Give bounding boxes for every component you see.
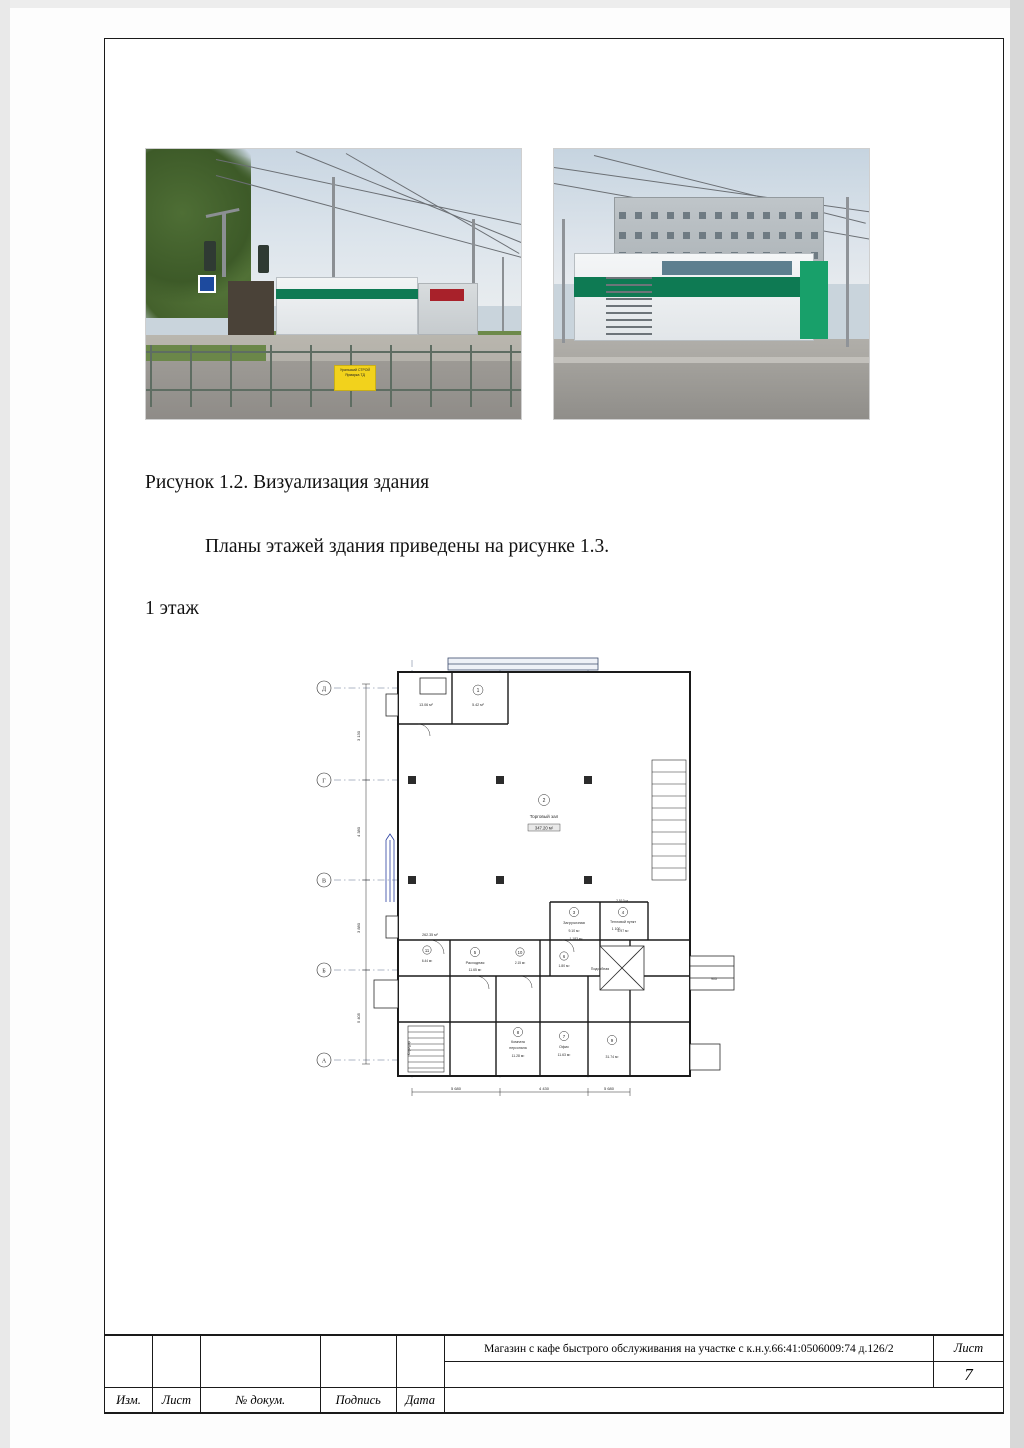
room-name-8b: персонала	[509, 1046, 527, 1050]
photo-row	[145, 148, 870, 420]
traffic-light-icon	[204, 241, 216, 271]
project-title: Магазин с кафе быстрого обслуживания на участке с к.н.у.66:41:0506009:74 д.126/2	[444, 1336, 933, 1362]
note-905: 905	[711, 977, 717, 981]
dim-vertical-4: 5 405	[356, 1012, 361, 1024]
utility-pole-icon	[846, 197, 849, 347]
room-number-8: 8	[516, 1030, 520, 1035]
dim-horizontal-3: 5 680	[603, 1086, 615, 1091]
column-list: Лист	[152, 1388, 200, 1414]
room-name-8: Комната	[511, 1040, 525, 1044]
room-name-3: Загрузочная	[563, 921, 585, 925]
axis-label-d: Д	[321, 686, 327, 693]
photo-road	[554, 363, 869, 420]
room-area-12: 13.06 м²	[419, 703, 433, 707]
room-number-4: 4	[621, 910, 625, 915]
room-area-4: 5.97 м²	[617, 929, 629, 933]
room-area-2: 347.20 м²	[534, 825, 554, 831]
dim-horizontal-1: 5 680	[450, 1086, 462, 1091]
note-2510: 2 510 м	[616, 899, 628, 903]
dim-vertical-1: 3 130	[356, 730, 361, 742]
utility-pole-icon	[562, 219, 565, 343]
dim-horizontal-2: 4 430	[538, 1086, 550, 1091]
photo-store-green-facade-band	[276, 289, 418, 299]
photo-green-banner	[800, 261, 828, 339]
photo-adjacent-building	[228, 281, 274, 337]
photo-store-glazing	[662, 261, 792, 275]
room-number-11: 11	[424, 948, 430, 953]
photo-external-stairs	[606, 277, 652, 339]
room-area-1: 5.42 м²	[472, 703, 484, 707]
room-number-10: 10	[517, 950, 523, 955]
axis-label-b: Б	[322, 968, 326, 975]
floor-plan-drawing	[300, 640, 770, 1110]
figure-caption: Рисунок 1.2. Визуализация здания	[145, 472, 430, 493]
room-name-11: Коридор	[407, 1040, 411, 1056]
room-number-6: 6	[562, 954, 566, 959]
note-area-262: 262.35 м²	[422, 933, 438, 937]
room-area-9: 31.74 м²	[605, 1055, 619, 1059]
note-1183: 1 183 м²	[569, 937, 583, 941]
pedestrian-crossing-sign-icon	[198, 275, 216, 293]
room-area-8: 11.28 м²	[511, 1054, 525, 1058]
traffic-light-icon	[258, 245, 269, 273]
utility-pole-icon	[502, 257, 504, 341]
dim-vertical-3: 3 880	[356, 922, 361, 934]
room-name-5: Расходная	[465, 961, 485, 965]
dim-vertical-2: 4 380	[356, 826, 361, 838]
column-document-number: № докум.	[200, 1388, 320, 1414]
note-1100: 1 100	[611, 927, 621, 931]
body-paragraph: Планы этажей здания приведены на рисунке 1.3.	[205, 536, 610, 557]
room-area-3: 9.10 м²	[568, 929, 580, 933]
room-number-2: 2	[542, 798, 546, 804]
room-name-2: Торговый зал	[529, 814, 559, 819]
photo-yellow-advert-sign: Уральский СТРОЙ Ярмарка ТД	[334, 365, 376, 391]
column-izm: Изм.	[105, 1388, 153, 1414]
scan-left-edge	[0, 0, 10, 1448]
axis-label-v: В	[321, 878, 327, 885]
room-number-3: 3	[572, 910, 576, 915]
room-number-7: 7	[562, 1034, 566, 1039]
room-name-4: Тепловой пункт	[610, 920, 636, 924]
photo-red-signboard	[430, 289, 464, 301]
axis-label-a: А	[321, 1058, 327, 1065]
traffic-light-pole-icon	[222, 213, 226, 277]
room-number-1: 1	[476, 688, 480, 694]
room-number-9: 9	[610, 1038, 614, 1043]
room-name-7: Офис	[558, 1045, 570, 1049]
axis-label-g: Г	[322, 778, 326, 785]
room-area-5: 11.65 м²	[468, 968, 482, 972]
room-area-7: 11.63 м²	[557, 1053, 571, 1057]
title-block	[104, 1334, 1004, 1413]
room-number-5: 5	[473, 950, 477, 955]
room-area-6: 1.80 м²	[558, 964, 570, 968]
room-area-10: 2.15 м²	[514, 961, 526, 965]
scan-right-edge	[1010, 0, 1024, 1448]
column-signature: Подпись	[320, 1388, 396, 1414]
photo-store-building	[276, 277, 418, 335]
photo-building-exterior-street-view	[145, 148, 522, 420]
floor-label: 1 этаж	[145, 598, 199, 619]
scan-top-edge	[0, 0, 1024, 8]
room-area-11: 6.44 м²	[421, 959, 433, 963]
sheet-label: Лист	[934, 1336, 1004, 1362]
room-name-9: Подсобная	[590, 967, 610, 971]
title-block-table	[104, 1335, 1004, 1414]
column-date: Дата	[396, 1388, 444, 1414]
sheet-number: 7	[934, 1362, 1004, 1388]
photo-building-exterior-corner-view	[553, 148, 870, 420]
